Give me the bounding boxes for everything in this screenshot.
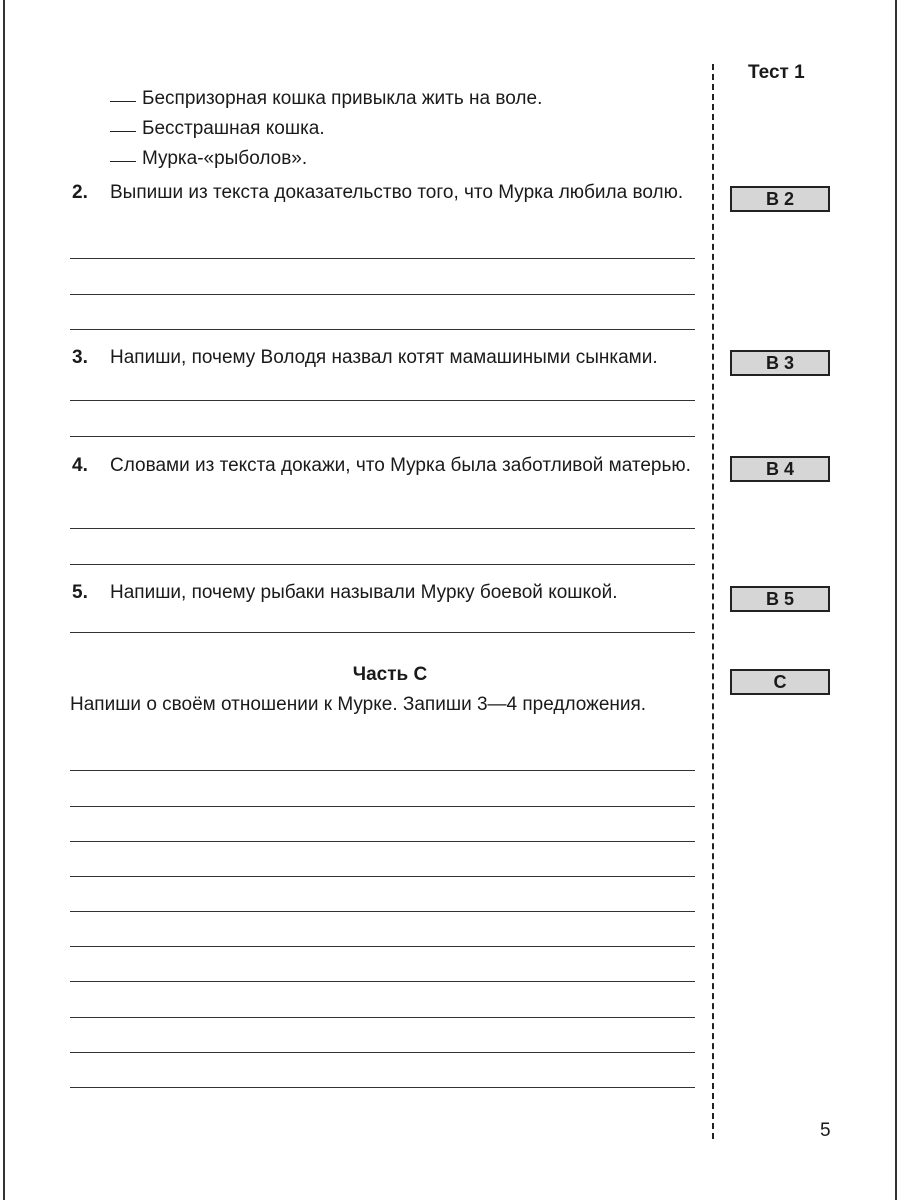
answer-line[interactable]: [70, 436, 695, 437]
answer-line[interactable]: [70, 258, 695, 259]
answer-option[interactable]: [110, 88, 542, 110]
question-code-badge: В 2: [730, 186, 830, 212]
answer-line[interactable]: [70, 1017, 695, 1018]
answer-line[interactable]: [70, 294, 695, 295]
page-number: 5: [820, 1120, 831, 1141]
question-number: 3.: [72, 347, 88, 368]
option-text: Беспризорная кошка привыкла жить на воле.: [142, 88, 543, 109]
option-blank[interactable]: [110, 161, 136, 162]
question-code-badge: В 5: [730, 586, 830, 612]
option-blank[interactable]: [110, 131, 136, 132]
part-c-task-text: Напиши о своём отношении к Мурке. Запиши 3—4 предложения.: [70, 694, 647, 715]
answer-line[interactable]: [70, 981, 695, 982]
answer-option[interactable]: [110, 118, 325, 140]
question-number: 5.: [72, 582, 88, 603]
answer-line[interactable]: [70, 770, 695, 771]
part-c-title: Часть С: [352, 664, 428, 685]
test-title: Тест 1: [748, 62, 805, 83]
option-text: Бесстрашная кошка.: [142, 118, 325, 139]
question-text: Напиши, почему Володя назвал котят мамашиными сынками.: [110, 347, 658, 368]
question-code-badge: В 3: [730, 350, 830, 376]
answer-line[interactable]: [70, 946, 695, 947]
answer-line[interactable]: [70, 564, 695, 565]
answer-line[interactable]: [70, 400, 695, 401]
answer-option[interactable]: [110, 148, 307, 170]
part-c-code-badge: С: [730, 669, 830, 695]
question-code-badge: В 4: [730, 456, 830, 482]
answer-line[interactable]: [70, 1052, 695, 1053]
question-number: 2.: [72, 182, 88, 203]
dashed-divider: [712, 64, 714, 1139]
answer-line[interactable]: [70, 806, 695, 807]
question-text: Напиши, почему рыбаки называли Мурку боевой кошкой.: [110, 582, 618, 603]
answer-line[interactable]: [70, 632, 695, 633]
answer-line[interactable]: [70, 329, 695, 330]
question-text: Выпиши из текста доказательство того, что Мурка любила волю.: [110, 182, 684, 203]
answer-line[interactable]: [70, 1087, 695, 1088]
option-blank[interactable]: [110, 101, 136, 102]
answer-line[interactable]: [70, 841, 695, 842]
question-number: 4.: [72, 455, 88, 476]
option-text: Мурка-«рыболов».: [142, 148, 308, 169]
question-text: Словами из текста докажи, что Мурка была заботливой матерью.: [110, 455, 691, 476]
answer-line[interactable]: [70, 876, 695, 877]
answer-line[interactable]: [70, 528, 695, 529]
answer-line[interactable]: [70, 911, 695, 912]
